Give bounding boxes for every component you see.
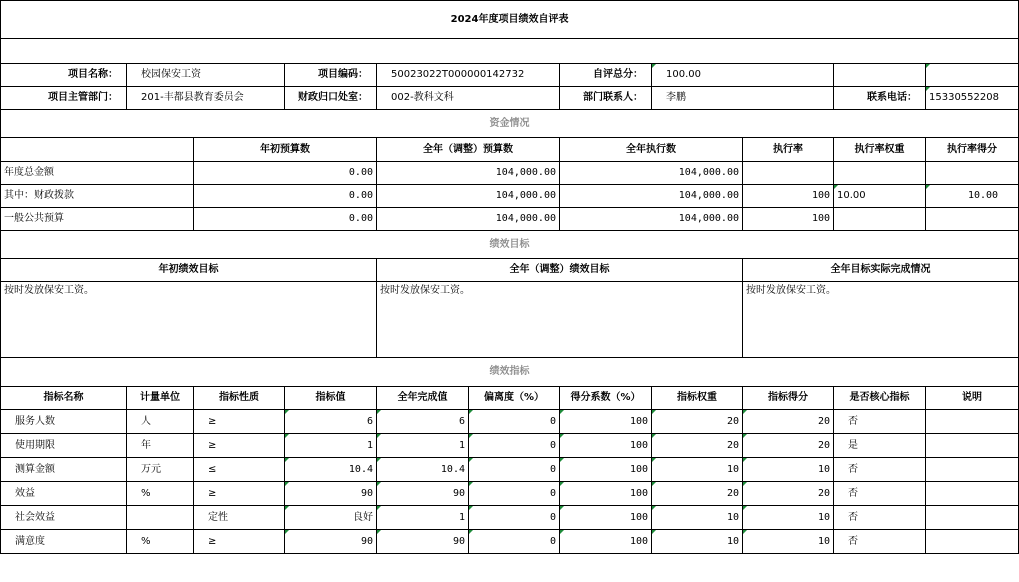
- ind-deviation[interactable]: 0: [469, 434, 560, 458]
- indicator-row: [1, 530, 1019, 554]
- ind-nature[interactable]: ≥: [194, 410, 285, 434]
- ind-nature[interactable]: ≤: [194, 458, 285, 482]
- ind-name[interactable]: 效益: [1, 482, 127, 506]
- ind-deviation[interactable]: 0: [469, 530, 560, 554]
- contact-person-value[interactable]: 李鹏: [652, 87, 834, 110]
- funds-weight[interactable]: [834, 162, 926, 185]
- ind-weight[interactable]: 20: [652, 482, 743, 506]
- ind-score[interactable]: 10: [743, 530, 834, 554]
- ind-actual[interactable]: 1: [377, 506, 469, 530]
- ind-value[interactable]: 90: [285, 530, 377, 554]
- funds-header-executed: 全年执行数: [560, 138, 743, 162]
- finance-label: 财政归口处室：: [285, 87, 377, 110]
- project-code-value[interactable]: 50023022T000000142732: [377, 64, 560, 87]
- funds-initial[interactable]: 0.00: [194, 185, 377, 208]
- funds-row: [1, 162, 1019, 185]
- ind-actual[interactable]: 10.4: [377, 458, 469, 482]
- goals-initial-text[interactable]: 按时发放保安工资。: [1, 282, 377, 358]
- ind-unit[interactable]: [127, 506, 194, 530]
- funds-executed[interactable]: 104,000.00: [560, 208, 743, 231]
- ind-nature[interactable]: ≥: [194, 434, 285, 458]
- project-code-label: 项目编码：: [285, 64, 377, 87]
- ind-name[interactable]: 使用期限: [1, 434, 127, 458]
- ind-core[interactable]: 否: [834, 482, 926, 506]
- ind-note[interactable]: [926, 434, 1019, 458]
- goals-header-adjusted: 全年（调整）绩效目标: [377, 259, 743, 282]
- indicator-row: [1, 410, 1019, 434]
- ind-header-core: 是否核心指标: [834, 387, 926, 410]
- ind-header-deviation: 偏离度（%）: [469, 387, 560, 410]
- ind-unit[interactable]: 年: [127, 434, 194, 458]
- ind-name[interactable]: 服务人数: [1, 410, 127, 434]
- ind-note[interactable]: [926, 530, 1019, 554]
- funds-row: [1, 185, 1019, 208]
- ind-note[interactable]: [926, 458, 1019, 482]
- funds-initial[interactable]: 0.00: [194, 162, 377, 185]
- ind-header-score: 指标得分: [743, 387, 834, 410]
- ind-value[interactable]: 良好: [285, 506, 377, 530]
- funds-score[interactable]: 10.00: [926, 185, 1019, 208]
- funds-header-rate: 执行率: [743, 138, 834, 162]
- ind-note[interactable]: [926, 410, 1019, 434]
- funds-initial[interactable]: 0.00: [194, 208, 377, 231]
- ind-header-nature: 指标性质: [194, 387, 285, 410]
- ind-score[interactable]: 10: [743, 506, 834, 530]
- ind-header-unit: 计量单位: [127, 387, 194, 410]
- ind-nature[interactable]: ≥: [194, 482, 285, 506]
- goals-section-title: 绩效目标: [1, 231, 1019, 259]
- ind-header-value: 指标值: [285, 387, 377, 410]
- ind-unit[interactable]: %: [127, 530, 194, 554]
- ind-unit[interactable]: 万元: [127, 458, 194, 482]
- ind-coef[interactable]: 100: [560, 530, 652, 554]
- indicators-section-title: 绩效指标: [1, 358, 1019, 387]
- ind-header-note: 说明: [926, 387, 1019, 410]
- ind-score[interactable]: 20: [743, 434, 834, 458]
- project-name-label: 项目名称：: [1, 64, 127, 87]
- ind-value[interactable]: 1: [285, 434, 377, 458]
- funds-adjusted[interactable]: 104,000.00: [377, 162, 560, 185]
- funds-header-score: 执行率得分: [926, 138, 1019, 162]
- ind-nature[interactable]: ≥: [194, 530, 285, 554]
- funds-rate[interactable]: [743, 162, 834, 185]
- funds-rate[interactable]: 100: [743, 185, 834, 208]
- funds-score[interactable]: [926, 162, 1019, 185]
- ind-deviation[interactable]: 0: [469, 506, 560, 530]
- funds-adjusted[interactable]: 104,000.00: [377, 185, 560, 208]
- blank-row: [1, 39, 1019, 64]
- funds-header-initial: 年初预算数: [194, 138, 377, 162]
- goals-actual-text[interactable]: 按时发放保安工资。: [743, 282, 1019, 358]
- empty-cell[interactable]: [834, 64, 926, 87]
- ind-header-weight: 指标权重: [652, 387, 743, 410]
- indicator-row: [1, 434, 1019, 458]
- ind-score[interactable]: 20: [743, 410, 834, 434]
- ind-name[interactable]: 测算金额: [1, 458, 127, 482]
- ind-coef[interactable]: 100: [560, 458, 652, 482]
- funds-adjusted[interactable]: 104,000.00: [377, 208, 560, 231]
- goals-header-initial: 年初绩效目标: [1, 259, 377, 282]
- ind-coef[interactable]: 100: [560, 410, 652, 434]
- ind-note[interactable]: [926, 482, 1019, 506]
- ind-weight[interactable]: 20: [652, 434, 743, 458]
- ind-name[interactable]: 满意度: [1, 530, 127, 554]
- funds-executed[interactable]: 104,000.00: [560, 185, 743, 208]
- ind-weight[interactable]: 10: [652, 506, 743, 530]
- ind-actual[interactable]: 90: [377, 530, 469, 554]
- ind-weight[interactable]: 10: [652, 458, 743, 482]
- project-name-value[interactable]: 校园保安工资: [127, 64, 285, 87]
- indicator-rows: [1, 410, 1019, 554]
- funds-header-weight: 执行率权重: [834, 138, 926, 162]
- ind-actual[interactable]: 1: [377, 434, 469, 458]
- ind-deviation[interactable]: 0: [469, 482, 560, 506]
- finance-value[interactable]: 002-教科文科: [377, 87, 560, 110]
- goals-adjusted-text[interactable]: 按时发放保安工资。: [377, 282, 743, 358]
- phone-value[interactable]: 15330552208: [926, 87, 1019, 110]
- funds-rate[interactable]: 100: [743, 208, 834, 231]
- contact-person-label: 部门联系人：: [560, 87, 652, 110]
- ind-actual[interactable]: 90: [377, 482, 469, 506]
- ind-coef[interactable]: 100: [560, 482, 652, 506]
- page-title: 2024年度项目绩效自评表: [1, 1, 1019, 39]
- ind-unit[interactable]: 人: [127, 410, 194, 434]
- funds-row-name[interactable]: 一般公共预算: [1, 208, 194, 231]
- ind-header-actual: 全年完成值: [377, 387, 469, 410]
- funds-weight[interactable]: [834, 208, 926, 231]
- goals-header-actual: 全年目标实际完成情况: [743, 259, 1019, 282]
- score-value[interactable]: 100.00: [652, 64, 834, 87]
- ind-nature[interactable]: 定性: [194, 506, 285, 530]
- indicator-row: [1, 458, 1019, 482]
- ind-value[interactable]: 6: [285, 410, 377, 434]
- ind-actual[interactable]: 6: [377, 410, 469, 434]
- ind-core[interactable]: 否: [834, 458, 926, 482]
- ind-score[interactable]: 20: [743, 482, 834, 506]
- ind-header-coef: 得分系数（%）: [560, 387, 652, 410]
- score-label: 自评总分：: [560, 64, 652, 87]
- dept-label: 项目主管部门：: [1, 87, 127, 110]
- funds-header-blank: [1, 138, 194, 162]
- ind-score[interactable]: 10: [743, 458, 834, 482]
- ind-core[interactable]: 否: [834, 506, 926, 530]
- ind-core[interactable]: 否: [834, 410, 926, 434]
- funds-row: [1, 208, 1019, 231]
- indicator-row: [1, 482, 1019, 506]
- funds-header-adjusted: 全年（调整）预算数: [377, 138, 560, 162]
- empty-cell[interactable]: [926, 64, 1019, 87]
- ind-value[interactable]: 10.4: [285, 458, 377, 482]
- ind-value[interactable]: 90: [285, 482, 377, 506]
- ind-deviation[interactable]: 0: [469, 458, 560, 482]
- dept-value[interactable]: 201-丰都县教育委员会: [127, 87, 285, 110]
- phone-label: 联系电话：: [834, 87, 926, 110]
- ind-coef[interactable]: 100: [560, 506, 652, 530]
- ind-deviation[interactable]: 0: [469, 410, 560, 434]
- ind-name[interactable]: 社会效益: [1, 506, 127, 530]
- funds-row-name[interactable]: 年度总金额: [1, 162, 194, 185]
- funds-row-name[interactable]: 其中：财政拨款: [1, 185, 194, 208]
- funds-section-title: 资金情况: [1, 110, 1019, 138]
- funds-executed[interactable]: 104,000.00: [560, 162, 743, 185]
- ind-unit[interactable]: %: [127, 482, 194, 506]
- funds-score[interactable]: [926, 208, 1019, 231]
- ind-header-name: 指标名称: [1, 387, 127, 410]
- ind-core[interactable]: 否: [834, 530, 926, 554]
- ind-coef[interactable]: 100: [560, 434, 652, 458]
- ind-core[interactable]: 是: [834, 434, 926, 458]
- ind-weight[interactable]: 10: [652, 530, 743, 554]
- funds-weight[interactable]: 10.00: [834, 185, 926, 208]
- ind-weight[interactable]: 20: [652, 410, 743, 434]
- indicator-row: [1, 506, 1019, 530]
- ind-note[interactable]: [926, 506, 1019, 530]
